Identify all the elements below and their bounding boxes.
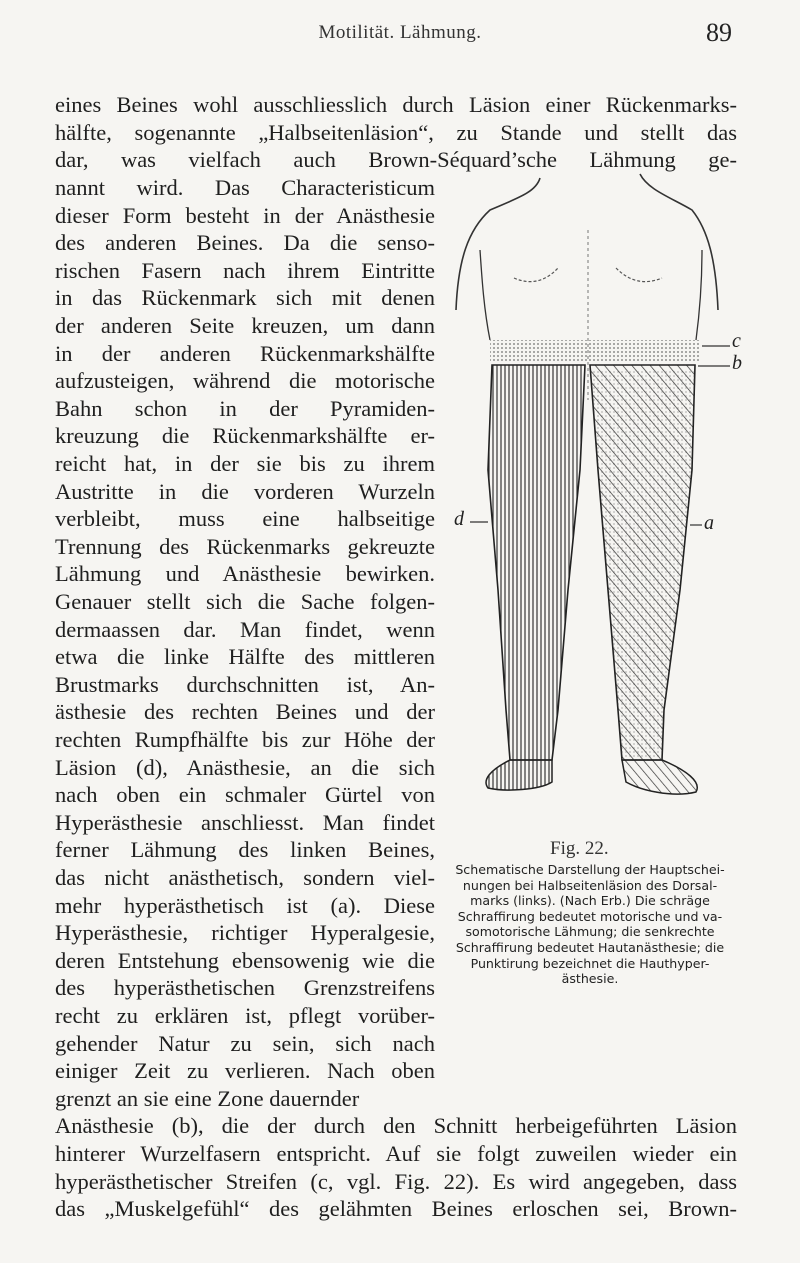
caption-line: Schematische Darstellung der Hauptschei- xyxy=(455,862,725,877)
label-d: d xyxy=(454,508,464,530)
text-line: deren Entstehung ebensowenig wie die xyxy=(55,947,435,973)
label-c: c xyxy=(732,330,741,352)
text-line: reicht hat, in der sie bis zu ihrem xyxy=(55,451,435,476)
figure-number: Fig. 22. xyxy=(550,838,609,859)
torso-right-outline xyxy=(640,174,718,310)
text-line: etwa die linke Hälfte des mittleren xyxy=(55,644,435,670)
text-line: einiger Zeit zu verlieren. Nach oben xyxy=(55,1058,435,1084)
text-line: Anästhesie (b), die der durch den Schnitt herbeigeführten Läsion xyxy=(55,1113,737,1139)
right-foot xyxy=(622,760,697,794)
caption-line: somotorische Lähmung; die senkrechte xyxy=(465,924,715,940)
text-line: Trennung des Rückenmarks gekreuzte xyxy=(55,533,435,559)
text-line: in das Rückenmark sich mit denen xyxy=(55,285,435,311)
text-line: Brustmarks durchschnitten ist, An- xyxy=(55,671,435,697)
label-a: a xyxy=(704,512,714,534)
text-line: hinterer Wurzelfasern entspricht. Auf sie folgt zuweilen wieder ein xyxy=(55,1141,737,1166)
text-line: des hyperästhetischen Grenzstreifens xyxy=(55,975,435,1001)
figure-22 xyxy=(440,170,740,830)
text-line: recht zu erklären ist, pflegt vorüber- xyxy=(55,1003,435,1028)
caption-line: marks (links). (Nach Erb.) Die schräge xyxy=(470,893,710,909)
page-number: 89 xyxy=(706,18,732,47)
text-line: Hyperästhesie anschliesst. Man findet xyxy=(55,809,435,835)
hyperaesthesia-band xyxy=(490,340,700,362)
text-line: rischen Fasern nach ihrem Eintritte xyxy=(55,257,435,283)
text-line: des anderen Beines. Da die senso- xyxy=(55,230,435,256)
text-line: eines Beines wohl ausschliesslich durch Läsion einer Rückenmarks- xyxy=(55,92,737,117)
caption-line: Punktirung bezeichnet die Hauthyper- xyxy=(470,955,710,971)
caption-line: Schraffirung bedeutet Hautanästhesie; die xyxy=(455,939,725,955)
text-line: Bahn schon in der Pyramiden- xyxy=(55,395,435,421)
text-line: rechten Rumpfhälfte bis zur Höhe der xyxy=(55,727,435,752)
running-head: Motilität. Lähmung. xyxy=(318,22,482,43)
caption-line: Schraffirung bedeutet motorische und va- xyxy=(457,908,723,924)
label-b: b xyxy=(732,352,742,374)
text-line: Lähmung und Anästhesie bewirken. xyxy=(55,561,435,587)
caption-line: ästhesie. xyxy=(561,971,619,987)
text-line: dermaassen dar. Man findet, wenn xyxy=(55,616,435,642)
page-header xyxy=(0,18,800,52)
text-line: gehender Natur zu sein, sich nach xyxy=(55,1030,435,1056)
text-line: Läsion (d), Anästhesie, an die sich xyxy=(55,754,435,780)
text-line: nach oben ein schmaler Gürtel von xyxy=(55,782,435,808)
text-line: kreuzung die Rückenmarkshälfte er- xyxy=(55,423,435,449)
text-line: dieser Form besteht in der Anästhesie xyxy=(55,202,435,228)
figure-caption xyxy=(436,862,744,987)
left-foot xyxy=(486,760,552,790)
spinal-lesion-diagram xyxy=(440,170,740,830)
text-line: aufzusteigen, während die motorische xyxy=(55,368,435,394)
text-line: in der anderen Rückenmarkshälfte xyxy=(55,340,435,366)
text-line: der anderen Seite kreuzen, um dann xyxy=(55,313,435,338)
text-line: verbleibt, muss eine halbseitige xyxy=(55,506,435,532)
text-line: mehr hyperästhetisch ist (a). Diese xyxy=(55,892,435,918)
text-line: Genauer stellt sich die Sache folgen- xyxy=(55,589,435,614)
text-line: ferner Lähmung des linken Beines, xyxy=(55,837,435,863)
text-line: Hyperästhesie, richtiger Hyperalgesie, xyxy=(55,920,435,946)
text-line: hyperästhetischer Streifen (c, vgl. Fig. 22). Es wird angegeben, dass xyxy=(55,1168,737,1194)
text-line: ästhesie des rechten Beines und der xyxy=(55,699,435,725)
text-line: grenzt an sie eine Zone dauernder xyxy=(55,1085,360,1111)
text-line: das „Muskelgefühl“ des gelähmten Beines erloschen sei, Brown- xyxy=(55,1196,737,1222)
anaesthetic-leg xyxy=(488,365,585,760)
text-line: dar, was vielfach auch Brown-Séquard’sche Lähmung ge- xyxy=(55,147,737,173)
text-line: das nicht anästhetisch, sondern viel- xyxy=(55,865,435,890)
torso-left-outline xyxy=(456,178,540,310)
text-line: Austritte in die vorderen Wurzeln xyxy=(55,478,435,504)
text-line: hälfte, sogenannte „Halbseitenläsion“, zu Stande und stellt das xyxy=(55,119,737,145)
caption-line: nungen bei Halbseitenläsion des Dorsal- xyxy=(462,877,718,893)
text-line: nannt wird. Das Characteristicum xyxy=(55,175,435,200)
